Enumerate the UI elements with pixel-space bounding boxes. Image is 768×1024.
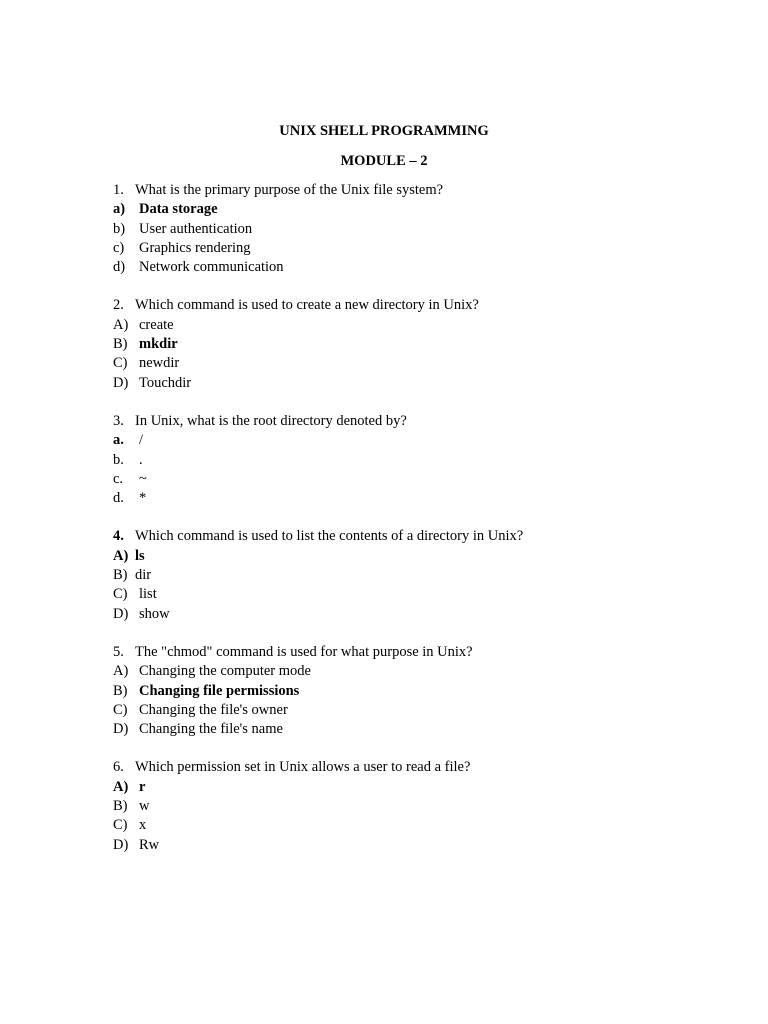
option-text: Changing the file's owner xyxy=(139,701,288,718)
question-number: 1. xyxy=(113,182,124,198)
option-d xyxy=(113,605,713,624)
question-text: Which permission set in Unix allows a user to read a file? xyxy=(135,759,471,776)
option-label: A) xyxy=(113,316,129,333)
option-c xyxy=(113,585,713,604)
option-c xyxy=(113,470,713,489)
option-b xyxy=(113,220,713,239)
option-label: c. xyxy=(113,470,124,487)
question-1 xyxy=(113,181,713,277)
option-label: A) xyxy=(113,547,129,564)
question-text: In Unix, what is the root directory denoted by? xyxy=(135,412,407,429)
option-label: D) xyxy=(113,721,129,738)
option-label: C) xyxy=(113,586,128,603)
question-6 xyxy=(113,758,713,854)
option-a xyxy=(113,200,713,219)
option-label: C) xyxy=(113,817,128,834)
option-a xyxy=(113,316,713,335)
option-label: B) xyxy=(113,682,128,699)
option-text: Rw xyxy=(139,836,160,853)
question-4 xyxy=(113,527,713,623)
option-a xyxy=(113,547,713,566)
question-line xyxy=(113,758,713,777)
option-text: dir xyxy=(135,567,152,584)
option-text: User authentication xyxy=(139,220,253,237)
option-label: C) xyxy=(113,355,128,372)
option-label: d. xyxy=(113,490,124,507)
question-number: 6. xyxy=(113,759,124,776)
option-label: b) xyxy=(113,220,126,237)
question-number: 5. xyxy=(113,643,124,660)
question-line xyxy=(113,181,713,200)
option-b xyxy=(113,566,713,585)
option-text: ~ xyxy=(139,470,147,487)
option-a xyxy=(113,662,713,681)
option-label: B) xyxy=(113,567,128,584)
option-label: c) xyxy=(113,239,125,256)
option-label: a) xyxy=(113,201,126,218)
option-label: A) xyxy=(113,778,129,795)
question-text: What is the primary purpose of the Unix file system? xyxy=(135,182,444,198)
option-d xyxy=(113,258,713,277)
option-label: D) xyxy=(113,836,129,853)
question-line xyxy=(113,527,713,546)
option-b xyxy=(113,335,713,354)
option-label: B) xyxy=(113,336,128,353)
question-number: 3. xyxy=(113,412,124,429)
option-text-correct: Changing file permissions xyxy=(139,682,300,699)
option-text: Graphics rendering xyxy=(139,239,251,256)
option-c xyxy=(113,239,713,258)
option-b xyxy=(113,797,713,816)
option-text: list xyxy=(139,586,157,603)
option-text-correct: / xyxy=(139,432,144,449)
option-d xyxy=(113,489,713,508)
option-a xyxy=(113,778,713,797)
option-label: B) xyxy=(113,798,128,815)
option-text: Touchdir xyxy=(139,374,192,391)
option-text: . xyxy=(139,451,143,468)
option-a xyxy=(113,431,713,450)
question-text: Which command is used to create a new directory in Unix? xyxy=(135,297,479,314)
option-label: b. xyxy=(113,451,124,468)
option-d xyxy=(113,836,713,855)
option-b xyxy=(113,682,713,701)
option-text-correct: Data storage xyxy=(139,201,218,218)
option-text: Changing the computer mode xyxy=(139,663,311,680)
question-line xyxy=(113,412,713,431)
option-text: show xyxy=(139,605,170,622)
option-text: Changing the file's name xyxy=(139,721,283,738)
option-text-correct: mkdir xyxy=(139,336,178,353)
option-c xyxy=(113,816,713,835)
option-text: w xyxy=(139,798,150,815)
question-2 xyxy=(113,296,713,392)
option-text: newdir xyxy=(139,355,180,372)
option-c xyxy=(113,701,713,720)
option-label: D) xyxy=(113,374,129,391)
option-label: A) xyxy=(113,663,129,680)
option-label: d) xyxy=(113,259,126,276)
option-c xyxy=(113,354,713,373)
document-title: UNIX SHELL PROGRAMMING xyxy=(279,123,489,139)
option-d xyxy=(113,374,713,393)
option-b xyxy=(113,451,713,470)
question-3 xyxy=(113,412,713,508)
option-text: x xyxy=(139,817,147,834)
question-5 xyxy=(113,643,713,739)
question-text: Which command is used to list the contents of a directory in Unix? xyxy=(135,528,524,545)
option-text-correct: ls xyxy=(135,547,145,564)
option-text: create xyxy=(139,316,174,333)
question-number: 2. xyxy=(113,297,124,314)
question-number: 4. xyxy=(113,528,124,545)
question-text: The "chmod" command is used for what purpose in Unix? xyxy=(135,643,473,660)
option-text: Network communication xyxy=(139,259,284,276)
option-label: a. xyxy=(113,432,124,449)
option-label: C) xyxy=(113,701,128,718)
option-text: * xyxy=(139,490,147,507)
option-d xyxy=(113,720,713,739)
question-list xyxy=(113,181,713,874)
option-text-correct: r xyxy=(139,778,146,795)
question-line xyxy=(113,643,713,662)
question-line xyxy=(113,296,713,315)
option-label: D) xyxy=(113,605,129,622)
module-heading: MODULE – 2 xyxy=(340,153,428,169)
